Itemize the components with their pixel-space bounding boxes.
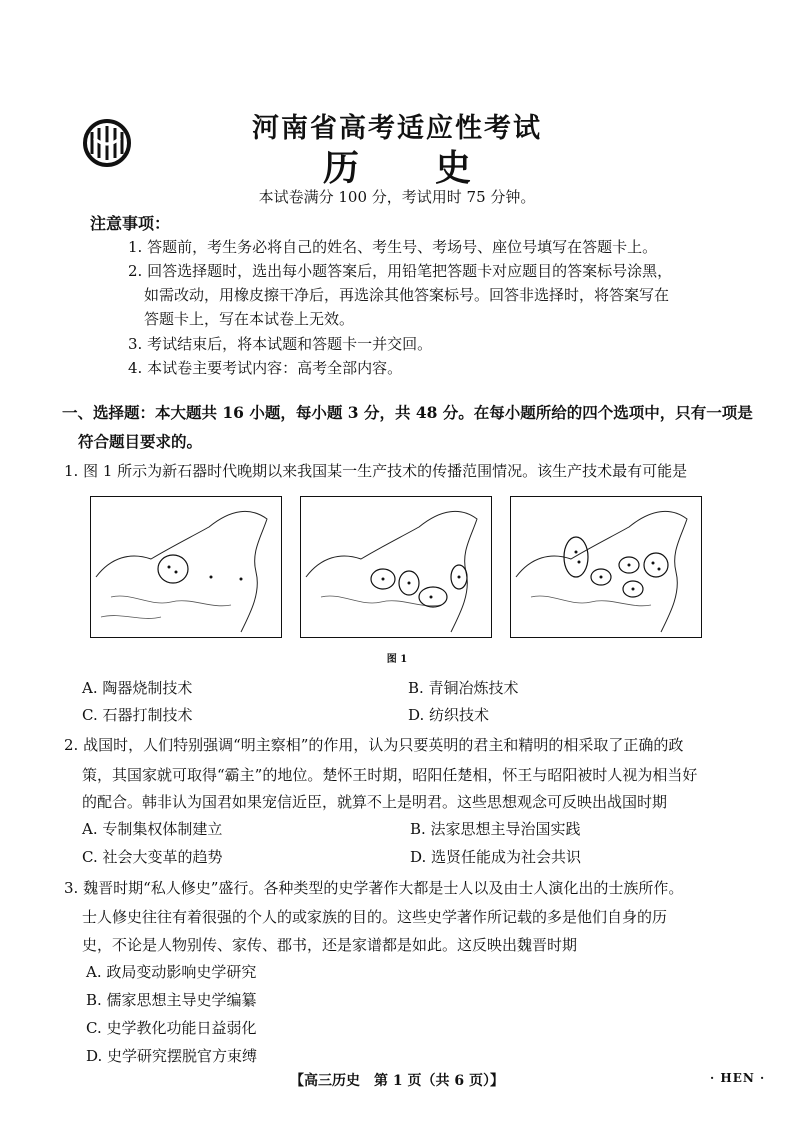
section-heading-continued: 符合题目要求的。: [78, 432, 203, 451]
section-heading: 一、选择题：本大题共 16 小题，每小题 3 分，共 48 分。在每小题所给的四个选项中，只有一项是: [62, 403, 753, 422]
figure-map-1: [90, 496, 282, 638]
question-3-stem-continued: 士人修史往往有着很强的个人的或家族的目的。这些史学著作所记载的多是他们自身的历: [82, 908, 668, 926]
notice-item-continued: 答题卡上，写在本试卷上无效。: [144, 310, 355, 328]
notice-item: 2. 回答选择题时，选出每小题答案后，用铅笔把答题卡对应题目的答案标号涂黑，: [128, 262, 673, 280]
q3-option-d[interactable]: D. 史学研究摆脱官方束缚: [86, 1047, 258, 1065]
q1-option-a[interactable]: A. 陶器烧制技术: [82, 679, 193, 697]
q1-option-b[interactable]: B. 青铜冶炼技术: [408, 679, 519, 697]
q1-option-c[interactable]: C. 石器打制技术: [82, 706, 193, 724]
question-2-stem: 2. 战国时，人们特别强调“明主察相”的作用，认为只要英明的君主和精明的相采取了正确的政: [64, 736, 684, 754]
q2-option-a[interactable]: A. 专制集权体制建立: [82, 820, 223, 838]
q3-option-c[interactable]: C. 史学教化功能日益弱化: [86, 1019, 257, 1037]
page-footer: 【高三历史 第 1 页（共 6 页）】: [290, 1073, 504, 1089]
notice-heading: 注意事项：: [90, 214, 171, 233]
question-3-stem: 3. 魏晋时期“私人修史”盛行。各种类型的史学著作大都是士人以及由士人演化出的士族所作。: [64, 879, 684, 897]
question-1-stem: 1. 图 1 所示为新石器时代晚期以来我国某一生产技术的传播范围情况。该生产技术最有可能是: [64, 462, 688, 480]
figure-map-3: [510, 496, 702, 638]
q3-option-a[interactable]: A. 政局变动影响史学研究: [86, 963, 257, 981]
q3-option-b[interactable]: B. 儒家思想主导史学编纂: [86, 991, 257, 1009]
q2-option-d[interactable]: D. 选贤任能成为社会共识: [410, 848, 582, 866]
figure-caption: 图 1: [386, 654, 408, 665]
notice-item: 1. 答题前，考生务必将自己的姓名、考生号、考场号、座位号填写在答题卡上。: [128, 238, 658, 256]
question-2-stem-continued: 的配合。韩非认为国君如果宠信近臣，就算不上是明君。这些思想观念可反映出战国时期: [82, 793, 668, 811]
notice-item-continued: 如需改动，用橡皮擦干净后，再选涂其他答案标号。回答非选择时，将答案写在: [144, 286, 670, 304]
exam-info: 本试卷满分 100 分，考试用时 75 分钟。: [258, 188, 536, 206]
notice-item: 4. 本试卷主要考试内容：高考全部内容。: [128, 359, 403, 377]
question-2-stem-continued: 策，其国家就可取得“霸主”的地位。楚怀王时期，昭阳任楚相，怀王与昭阳被时人视为相当好: [82, 766, 698, 784]
q2-option-c[interactable]: C. 社会大变革的趋势: [82, 848, 223, 866]
subject-title: 历 史: [322, 147, 472, 189]
notice-item: 3. 考试结束后，将本试题和答题卡一并交回。: [128, 335, 433, 353]
exam-title: 河南省高考适应性考试: [252, 113, 542, 144]
figure-map-2: [300, 496, 492, 638]
q2-option-b[interactable]: B. 法家思想主导治国实践: [410, 820, 581, 838]
exam-code: · HEN ·: [710, 1071, 766, 1085]
question-3-stem-continued: 史，不论是人物别传、家传、郡书，还是家谱都是如此。这反映出魏晋时期: [82, 936, 578, 954]
q1-option-d[interactable]: D. 纺织技术: [408, 706, 490, 724]
